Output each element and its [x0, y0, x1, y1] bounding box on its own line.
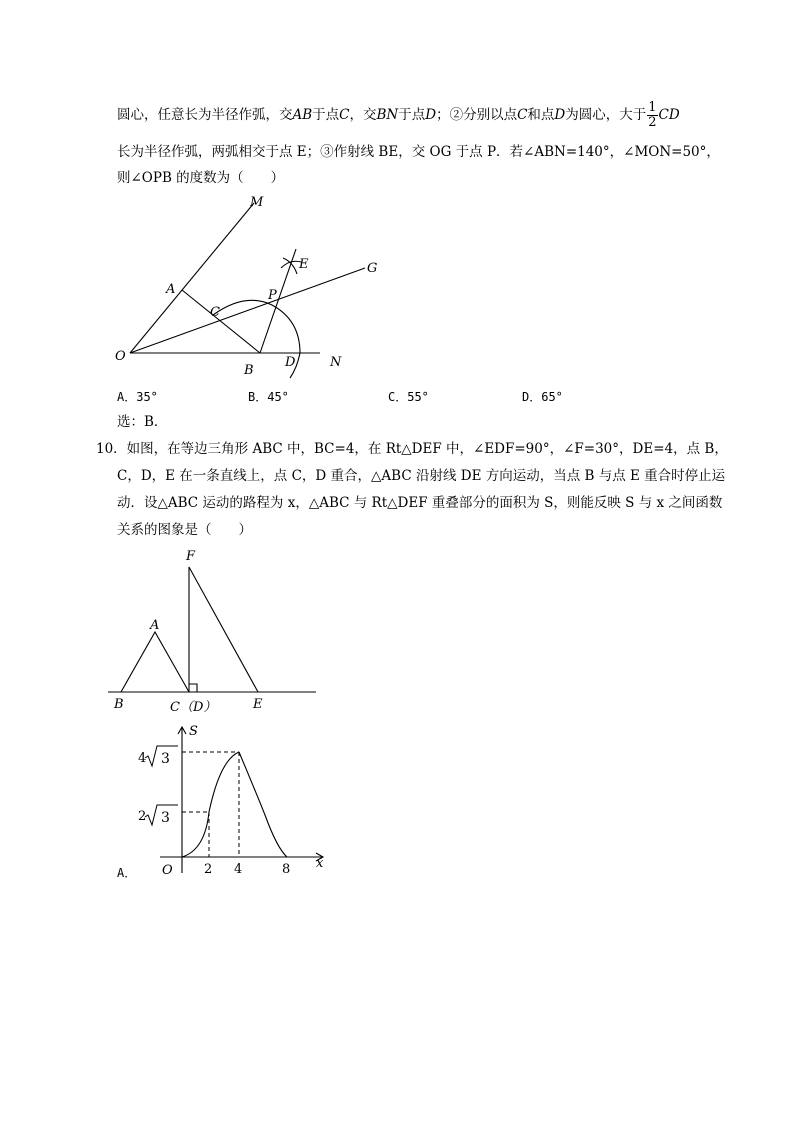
- q9-text: AB: [292, 107, 313, 123]
- fraction-denominator: 2: [648, 115, 657, 130]
- label-x-axis: x: [316, 856, 324, 871]
- label-n: N: [330, 355, 342, 370]
- curve-rise: [182, 752, 239, 857]
- q9-text: ；②分别以点: [436, 107, 518, 123]
- q9-text: C: [517, 107, 528, 123]
- option-a[interactable]: A．35°: [117, 390, 158, 404]
- q9-text: D: [554, 107, 566, 123]
- q10-line-4: 关系的图象是（ ）: [117, 522, 252, 538]
- q9-line-3: 则∠OPB 的度数为（ ）: [117, 170, 285, 186]
- curve-fall: [239, 752, 287, 857]
- label-s-axis: S: [189, 724, 198, 739]
- label-e: E: [253, 697, 263, 712]
- q9-line-2: 长为半径作弧，两弧相交于点 E；③作射线 BE，交 OG 于点 P．若∠ABN=140°，∠MON=50°，: [117, 144, 720, 160]
- label-b: B: [114, 697, 124, 712]
- label-c: C: [210, 305, 220, 320]
- label-c-d: C（D）: [170, 700, 217, 715]
- label-f: F: [186, 549, 196, 564]
- graph-option-a[interactable]: A．: [117, 866, 137, 880]
- q9-text: 和点: [527, 107, 555, 123]
- q10-line-3: 动．设△ABC 运动的路程为 x，△ABC 与 Rt△DEF 重叠部分的面积为 S，则能反映 S 与 x 之间函数: [117, 495, 723, 511]
- label-m: M: [250, 195, 264, 210]
- q9-text: CD: [658, 107, 680, 123]
- q9-answer: 选：B．: [117, 414, 168, 430]
- tick-y-2root3-coef: 2: [138, 809, 147, 824]
- fraction-numerator: 1: [648, 100, 657, 115]
- label-origin: O: [162, 863, 173, 878]
- tick-y-4root3-rad: 3: [161, 751, 170, 767]
- tick-y-2root3-rad: 3: [161, 810, 170, 826]
- label-g: G: [367, 261, 378, 276]
- tick-x-2: 2: [204, 862, 213, 877]
- q9-text: D: [425, 107, 437, 123]
- q9-text: 于点: [312, 107, 340, 123]
- q10-line-1: 10．如图，在等边三角形 ABC 中，BC=4，在 Rt△DEF 中，∠EDF=90°，∠F=30°，DE=4，点 B，: [96, 441, 728, 457]
- q9-text: ，交: [349, 107, 377, 123]
- q9-text: 圆心，任意长为半径作弧，交: [117, 107, 293, 123]
- q10-line-2: C，D，E 在一条直线上，点 C，D 重合，△ABC 沿射线 DE 方向运动，当点 B 与点 E 重合时停止运: [117, 468, 726, 484]
- label-e: E: [299, 257, 309, 272]
- q9-text: BN: [376, 107, 399, 123]
- label-a: A: [150, 618, 160, 633]
- option-c[interactable]: C．55°: [388, 390, 429, 404]
- q9-text: C: [339, 107, 350, 123]
- q9-text: 于点: [398, 107, 426, 123]
- label-b: B: [244, 363, 254, 378]
- q9-text: 为圆心，大于: [565, 107, 647, 123]
- label-a: A: [166, 282, 176, 297]
- option-d[interactable]: D．65°: [522, 390, 563, 404]
- label-o: O: [115, 349, 126, 364]
- label-d: D: [285, 355, 296, 370]
- tick-x-4: 4: [234, 862, 243, 877]
- tick-x-8: 8: [282, 862, 291, 877]
- tick-y-4root3-coef: 4: [138, 751, 147, 766]
- label-p: P: [268, 288, 277, 303]
- option-b[interactable]: B．45°: [248, 390, 289, 404]
